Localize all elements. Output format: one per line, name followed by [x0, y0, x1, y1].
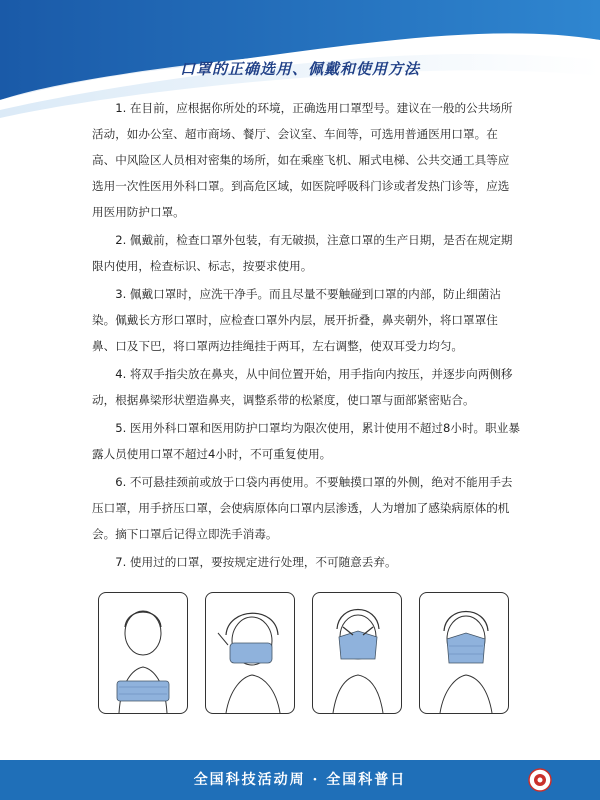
illustration-step-2-hook-ears	[205, 592, 295, 714]
instruction-paragraph-4: 4. 将双手指尖放在鼻夹，从中间位置开始，用手指向内按压，并逐步向两侧移动，根据鼻梁形状塑造鼻夹，调整系带的松紧度，使口罩与面部紧密贴合。	[92, 367, 513, 407]
instruction-paragraph-3: 3. 佩戴口罩时，应洗干净手。而且尽量不要触碰到口罩的内部，防止细菌沾染。佩戴长方形口罩时，应检查口罩外内层，展开折叠，鼻夹朝外，将口罩罩住鼻、口及下巴，将口罩两边挂绳挂于两耳，左右调整，使双耳受力均匀。	[92, 287, 501, 353]
instruction-paragraph-1: 1. 在目前，应根据你所处的环境，正确选用口罩型号。建议在一般的公共场所活动，如办公室、超市商场、餐厅、会议室、车间等，可选用普通医用口罩。在高、中风险区人员相对密集的场所，如在乘座飞机、厢式电梯、公共交通工具等应选用一次性医用外科口罩。到高危区域，如医院呼吸科门诊或者发热门诊等，应选用医用防护口罩。	[92, 101, 513, 219]
instruction-paragraph-6: 6. 不可悬挂颈前或放于口袋内再使用。不要触摸口罩的外侧，绝对不能用手去压口罩，用手挤压口罩，会使病原体向口罩内层渗透，人为增加了感染病原体的机会。摘下口罩后记得立即洗手消毒。	[92, 475, 513, 541]
illustration-step-4-mask-fitted	[419, 592, 509, 714]
page-title: 口罩的正确选用、佩戴和使用方法	[179, 60, 420, 78]
instruction-paragraph-2: 2. 佩戴前，检查口罩外包装，有无破损，注意口罩的生产日期，是否在规定期限内使用，检查标识、标志，按要求使用。	[92, 233, 513, 273]
instructions-body	[92, 95, 520, 577]
mask-steps-illustrations	[98, 592, 508, 714]
science-association-logo-icon	[528, 768, 552, 792]
footer-slogan: 全国科技活动周 · 全国科普日	[193, 772, 407, 788]
illustration-step-3-press-nose-clip	[312, 592, 402, 714]
instruction-paragraph-7: 7. 使用过的口罩，要按规定进行处理，不可随意丢弃。	[115, 555, 397, 569]
instruction-paragraph-5: 5. 医用外科口罩和医用防护口罩均为限次使用，累计使用不超过8小时。职业暴露人员使用口罩不超过4小时，不可重复使用。	[92, 421, 520, 461]
illustration-step-1-hold-mask	[98, 592, 188, 714]
